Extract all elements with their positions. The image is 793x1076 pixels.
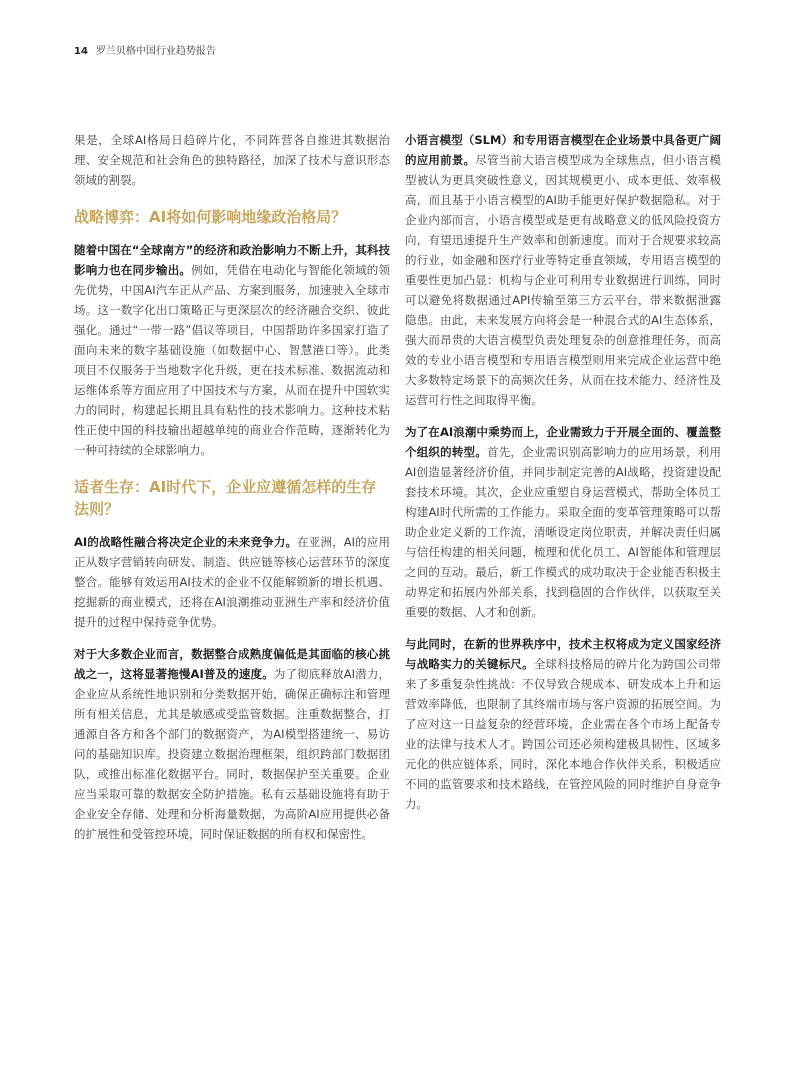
paragraph-text: 为了彻底释放AI潜力，企业应从系统性地识别和分类数据开始，确保正确标注和管理所有相关信息，尤其是敏感或受监管数据。注重数据整合，打通源自各方和各个部门的数据资产，为AI模型搭建统一、易访问的基础知识库。投资建立数据治理框架，组织跨部门数据团队，或推出标准化数据平台。同时，数据保护至关重要。企业应当采取可靠的数据安全防护措施。私有云基础设施将有助于企业安全存储、处理和分析海量数据，为高阶AI应用提供必备的扩展性和受管控环境，同时保证数据的所有权和保密性。 — [74, 667, 390, 841]
paragraph-lead: 对于大多数企业而言，数据整合成熟度偏低是其面临的核心挑战之一，这将显著拖慢AI普及的速度。 — [74, 647, 390, 681]
left-column — [74, 130, 390, 856]
paragraph-text: 尽管当前大语言模型成为全球焦点，但小语言模型被认为更具突破性意义，因其规模更小、成本更低、效率极高，而且基于小语言模型的AI助手能更好保护数据隐私。对于企业内部而言，小语言模型或是更有战略意义的低风险投资方向，有望迅速提升生产效率和创新速度。而对于合规要求较高的行业，如金融和医疗行业等特定垂直领域，专用语言模型的重要性更加凸显：机构与企业可利用专业数据进行训练，同时可以避免将数据通过API传输至第三方云平台，带来数据泄露隐患。由此，未来发展方向将会是一种混合式的AI生态体系，强大而昂贵的大语言模型负责处理复杂的创意推理任务，而高效的专业小语言模型和专用语言模型则用来完成企业运营中绝大多数特定场景下的高频次任务，从而在技术能力、经济性及运营可行性之间取得平衡。 — [405, 153, 722, 407]
section-heading-geopolitics: 战略博弈：AI将如何影响地缘政治格局？ — [74, 208, 347, 226]
paragraph-text: 全球科技格局的碎片化为跨国公司带来了多重复杂性挑战：不仅导致合规成本、研发成本上升和运营效率降低，也限制了其终端市场与客户资源的拓展空间。为了应对这一日益复杂的经营环境，企业需在各个市场上配备专业的法律与技术人才。跨国公司还必须构建极具韧性、区域多元化的供应链体系，同时，深化本地合作伙伴关系，积极适应不同的监管要求和技术路线，在管控风险的同时维护自身竞争力。 — [405, 657, 721, 811]
paragraph-lead: 与此同时，在新的世界秩序中，技术主权将成为定义国家经济与战略实力的关键标尺。 — [405, 637, 721, 671]
paragraph — [74, 240, 390, 460]
paragraph-text: 例如，凭借在电动化与智能化领域的领先优势，中国AI汽车正从产品、方案到服务，加速驶入全球市场。这一数字化出口策略正与更深层次的经济融合交织、彼此强化。通过“一带一路”倡议等项目，中国帮助许多国家打造了面向未来的数字基础设施（如数据中心、智慧港口等）。此类项目不仅服务于当地数字化升级，更在技术标准、数据流动和运维体系等方面应用了中国技术与方案，从而在提升中国软实力的同时，构建起长期且具有粘性的技术影响力。这种技术粘性正使中国的科技输出超越单纯的商业合作范畴，逐渐转化为一种可持续的全球影响力。 — [74, 263, 391, 457]
paragraph — [405, 130, 721, 410]
section-heading-survival: 适者生存：AI时代下，企业应遵循怎样的生存法则？ — [74, 478, 377, 518]
paragraph — [405, 634, 721, 814]
paragraph — [405, 422, 721, 622]
paragraph-text: 在亚洲，AI的应用正从数字营销转向研发、制造、供应链等核心运营环节的深度整合。能够有效运用AI技术的企业不仅能解锁新的增长机遇、挖掘新的商业模式，还将在AI浪潮推动亚洲生产率和经济价值提升的过程中保持竞争优势。 — [74, 535, 390, 629]
paragraph-lead: AI的战略性融合将决定企业的未来竞争力。 — [74, 535, 298, 549]
paragraph-lead: 小语言模型（SLM）和专用语言模型在企业场景中具备更广阔的应用前景。 — [405, 133, 721, 167]
paragraph-lead: 随着中国在“全球南方”的经济和政治影响力不断上升，其科技影响力也在同步输出。 — [74, 243, 390, 277]
paragraph — [74, 130, 390, 190]
paragraph — [74, 644, 390, 844]
paragraph-text: 果是，全球AI格局日趋碎片化，不同阵营各自推进其数据治理、安全规范和社会角色的独特路径，加深了技术与意识形态领域的割裂。 — [74, 133, 390, 187]
page-number: 14 — [74, 46, 88, 57]
paragraph — [74, 532, 390, 632]
page-header — [74, 45, 216, 59]
right-column — [405, 130, 721, 826]
paragraph-text: 首先，企业需识别高影响力的应用场景，利用AI创造显著经济价值，并同步制定完善的AI战略，投资建设配套技术环境。其次，企业应重塑自身运营模式，帮助全体员工构建AI时代所需的工作能力。采取全面的变革管理策略可以帮助企业定义新的工作流，清晰设定岗位职责，并解决责任归属与信任构建的相关问题，梳理和优化员工、AI智能体和管理层之间的互动。最后，新工作模式的成功取决于企业能否积极主动界定和拓展内外部关系，找到稳固的合作伙伴，以获取至关重要的数据、人才和创新。 — [405, 445, 722, 619]
report-title: 罗兰贝格中国行业趋势报告 — [95, 46, 216, 57]
paragraph-lead: 为了在AI浪潮中乘势而上，企业需致力于开展全面的、覆盖整个组织的转型。 — [405, 425, 721, 459]
